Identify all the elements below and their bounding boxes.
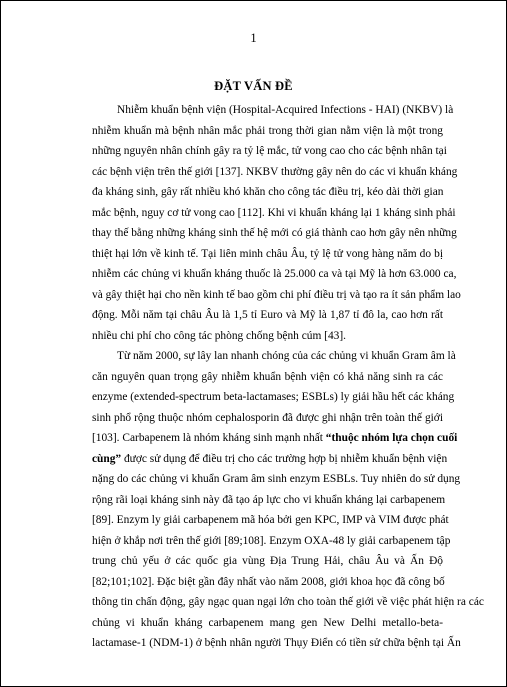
paragraph-2-line-12: [82;101;102]. Đặc biệt gần đây nhất vào năm 2008, giới khoa học đã công bố: [92, 575, 445, 588]
paragraph-2-line-4: sinh phổ rộng thuộc nhóm cephalosporin đã được ghi nhận trên toàn thế giới: [92, 411, 443, 424]
carbapenem-sentence: [103]. Carbapenem là nhóm kháng sinh mạnh nhất: [92, 432, 323, 444]
body-text: [92, 100, 484, 654]
paragraph-2-line-6: [92, 449, 448, 470]
bold-phrase-end: cùng”: [92, 452, 122, 465]
page-number: 1: [250, 31, 257, 45]
paragraph-2-line-3: enzyme (extended-spectrum beta-lactamases; ESBLs) ly giải hầu hết các kháng: [92, 391, 455, 403]
paragraph-1-line-6: mắc bệnh, nguy cơ tử vong cao [112]. Khi vi khuẩn kháng lại 1 kháng sinh phải: [92, 206, 456, 219]
paragraph-1-line-9: nhiễm các chủng vi khuẩn kháng thuốc là 25.000 ca và tại Mỹ là hơn 63.000 ca,: [92, 268, 457, 280]
line-6-text: được sử dụng để điều trị cho các trường hợp bị nhiễm khuẩn bệnh viện: [123, 452, 448, 465]
section-title: ĐẶT VẤN ĐỀ: [214, 79, 293, 93]
paragraph-2-line-15: lactamase-1 (NDM-1) ở bệnh nhân người Thụy Điển có tiền sử chữa bệnh tại Ấn: [92, 637, 461, 649]
paragraph-1-line-12: nhiều chi phí cho công tác phòng chống bệnh cúm [43].: [92, 329, 347, 342]
paragraph-2-line-8: rộng rãi loại kháng sinh này đã tạo áp lực cho vi khuẩn kháng lại carbapenem: [92, 493, 446, 506]
paragraph-1-line-10: và gây thiệt hại cho nền kinh tế bao gồm chi phí điều trị và tạo ra ít sản phẩm lao: [92, 288, 461, 301]
paragraph-2-line-7: nặng do các chủng vi khuẩn Gram âm sinh enzym ESBLs. Tuy nhiên do sử dụng: [92, 473, 461, 485]
paragraph-1-line-8: thiệt hại lớn về kinh tế. Tại liên minh châu Âu, tỷ lệ tử vong hàng năm do bị: [92, 247, 443, 260]
paragraph-2-line-11: trung chủ yếu ở các quốc gia vùng Địa Trung Hải, châu Âu và Ấn Độ: [92, 555, 443, 567]
paragraph-1-line-3: những nguyên nhân chính gây ra tỷ lệ mắc, tử vong cao cho các bệnh nhân tại: [92, 145, 447, 157]
paragraph-1-line-11: động. Mỗi năm tại châu Âu là 1,5 tỉ Euro và Mỹ là 1,87 tỉ đô la, cao hơn rất: [92, 309, 443, 321]
paragraph-2-line-13: thông tin chấn động, gây ngạc quan ngại lớn cho toàn thế giới về việc phát hiện ra các: [92, 596, 484, 608]
paragraph-1-line-2: nhiễm khuẩn mà bệnh nhân mắc phải trong thời gian nằm viện là một trong: [92, 124, 443, 137]
paragraph-2-line-10: hiện ở khắp nơi trên thế giới [89;108]. Enzym OXA-48 ly giải carbapenem tập: [92, 534, 451, 547]
paragraph-1-line-1: Nhiễm khuẩn bệnh viện (Hospital-Acquired Infections - HAI) (NKBV) là: [117, 104, 454, 116]
paragraph-1-line-7: thay thế bằng những kháng sinh thế hệ mới có giá thành cao hơn gây nên những: [92, 227, 457, 239]
paragraph-2-line-9: [89]. Enzym ly giải carbapenem mã hóa bởi gen KPC, IMP và VIM được phát: [92, 514, 449, 526]
paragraph-1-line-5: đa kháng sinh, gây rất nhiều khó khăn cho công tác điều trị, kéo dài thời gian: [92, 186, 444, 198]
paragraph-2-line-1: Từ năm 2000, sự lây lan nhanh chóng của các chủng vi khuẩn Gram âm là: [117, 350, 456, 362]
paragraph-2-line-2: căn nguyên quan trọng gây nhiễm khuẩn bệnh viện có khả năng sinh ra các: [92, 370, 443, 383]
paragraph-1-line-4: các bệnh viện trên thế giới [137]. NKBV thường gây nên do các vi khuẩn kháng: [92, 165, 458, 178]
paragraph-2-line-5: [92, 428, 458, 449]
bold-phrase: “thuộc nhóm lựa chọn cuối: [325, 432, 458, 444]
paragraph-2-line-14: chủng vi khuẩn kháng carbapenem mang gen New Delhi metallo-beta-: [92, 616, 443, 629]
